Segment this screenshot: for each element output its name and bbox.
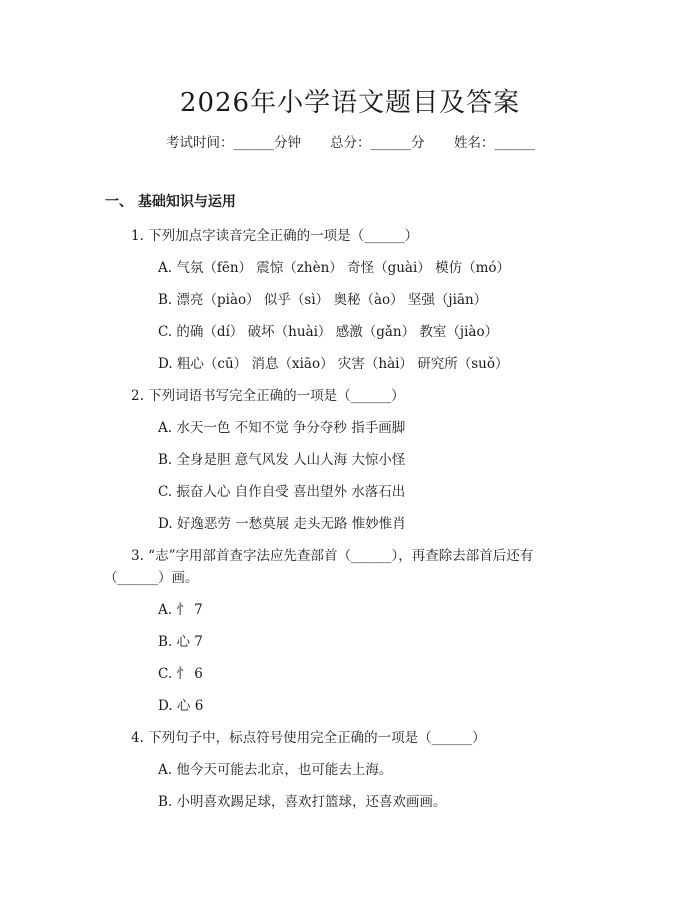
question-1-option-d: D. 粗心（cū） 消息（xiāo） 灾害（hài） 研究所（suǒ） xyxy=(158,356,509,372)
question-2-option-b: B. 全身是胆 意气风发 人山人海 大惊小怪 xyxy=(158,452,406,468)
question-3-stem-line1: 3. “志”字用部首查字法应先查部首（______），再查除去部首后还有 xyxy=(131,548,534,564)
question-1-option-b: B. 漂亮（piào） 似乎（sì） 奥秘（ào） 坚强（jiān） xyxy=(158,292,488,308)
question-3-option-d: D. 心 6 xyxy=(158,698,204,714)
question-4-option-a: A. 他今天可能去北京，也可能去上海。 xyxy=(158,762,393,778)
question-3-option-a: A. 忄 7 xyxy=(158,602,203,618)
question-3-option-c: C. 忄 6 xyxy=(158,666,203,682)
question-3-stem-line2: （______）画。 xyxy=(104,570,199,586)
exam-time-field: 考试时间：______分钟 xyxy=(166,135,301,151)
question-3-option-b: B. 心 7 xyxy=(158,634,203,650)
page-title: 2026年小学语文题目及答案 xyxy=(179,88,521,118)
name-field: 姓名：______ xyxy=(454,135,535,151)
total-score-field: 总分：______分 xyxy=(330,135,425,151)
question-1-stem: 1. 下列加点字读音完全正确的一项是（______） xyxy=(131,228,419,244)
question-1-option-a: A. 气氛（fēn） 震惊（zhèn） 奇怪（guài） 模仿（mó） xyxy=(158,260,511,276)
question-1-option-c: C. 的确（dí） 破坏（huài） 感激（gǎn） 教室（jiào） xyxy=(158,324,499,340)
question-2-option-c: C. 振奋人心 自作自受 喜出望外 水落石出 xyxy=(158,484,406,500)
section-heading: 一、 基础知识与运用 xyxy=(105,194,236,210)
question-2-option-d: D. 好逸恶劳 一愁莫展 走头无路 惟妙惟肖 xyxy=(158,516,406,532)
question-4-option-b: B. 小明喜欢踢足球，喜欢打篮球，还喜欢画画。 xyxy=(158,794,447,810)
question-2-option-a: A. 水天一色 不知不觉 争分夺秒 指手画脚 xyxy=(158,420,406,436)
question-4-stem: 4. 下列句子中，标点符号使用完全正确的一项是（______） xyxy=(131,730,486,746)
question-2-stem: 2. 下列词语书写完全正确的一项是（______） xyxy=(131,388,405,404)
